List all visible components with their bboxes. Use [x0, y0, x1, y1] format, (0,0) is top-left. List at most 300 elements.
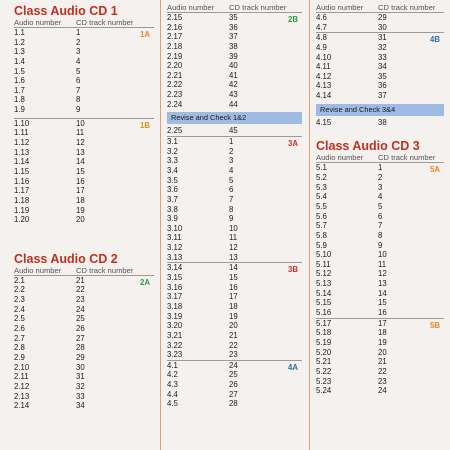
cd1-header — [14, 18, 154, 27]
cd-track-number: 30 — [378, 22, 387, 32]
track-row — [316, 72, 444, 82]
track-row — [316, 23, 444, 33]
audio-number: 2.4 — [14, 304, 25, 314]
audio-number: 2.7 — [14, 333, 25, 343]
track-row — [14, 382, 154, 392]
audio-number-header: Audio number — [316, 153, 364, 163]
cd-track-number: 31 — [378, 33, 387, 43]
audio-number: 3.19 — [167, 311, 183, 321]
cd-track-number: 27 — [76, 333, 85, 343]
audio-number: 5.22 — [316, 366, 332, 376]
cd-track-number: 15 — [229, 273, 238, 283]
cd-track-number: 23 — [229, 350, 238, 360]
track-row — [14, 157, 154, 167]
cd-track-number: 23 — [76, 295, 85, 305]
cd-track-number: 28 — [229, 399, 238, 409]
cd-track-number: 4 — [76, 56, 81, 66]
cd-track-number: 26 — [76, 324, 85, 334]
cd-track-number: 43 — [229, 90, 238, 100]
group-4a — [167, 360, 302, 409]
cd-track-number: 21 — [378, 357, 387, 367]
cd-track-number: 3 — [229, 156, 234, 166]
cd-track-number: 39 — [229, 51, 238, 61]
unit-tag: 2A — [140, 277, 150, 287]
audio-number: 4.15 — [316, 117, 332, 127]
cd-track-number: 16 — [76, 176, 85, 186]
track-row — [316, 118, 444, 128]
track-row — [167, 52, 302, 62]
audio-number: 3.16 — [167, 282, 183, 292]
audio-number: 3.1 — [167, 137, 178, 147]
cd-track-number: 24 — [378, 386, 387, 396]
audio-number: 1.6 — [14, 76, 25, 86]
column-divider — [309, 0, 310, 450]
cd-track-number: 4 — [229, 165, 234, 175]
track-row — [167, 233, 302, 243]
audio-number: 4.8 — [316, 33, 327, 43]
column-divider — [160, 0, 161, 450]
cd-track-number: 6 — [76, 76, 81, 86]
cd-track-number: 16 — [229, 282, 238, 292]
track-row — [14, 343, 154, 353]
track-row — [316, 53, 444, 63]
track-row — [167, 61, 302, 71]
audio-number: 1.11 — [14, 128, 29, 138]
cd-track-number: 32 — [76, 381, 85, 391]
audio-number: 3.11 — [167, 233, 182, 243]
track-row — [167, 399, 302, 409]
audio-number: 4.7 — [316, 22, 327, 32]
cd-track-number: 11 — [76, 128, 85, 138]
cd3-header — [316, 153, 444, 162]
track-row — [14, 215, 154, 225]
unit-tag: 5B — [430, 320, 440, 330]
audio-number: 5.5 — [316, 201, 327, 211]
audio-number: 5.2 — [316, 173, 327, 183]
track-row — [167, 253, 302, 263]
cd-track-number: 44 — [229, 99, 238, 109]
track-row — [14, 119, 154, 129]
track-row — [167, 283, 302, 293]
audio-number: 2.1 — [14, 275, 25, 285]
audio-number: 1.16 — [14, 176, 30, 186]
audio-number: 3.6 — [167, 185, 178, 195]
audio-number: 5.1 — [316, 163, 327, 173]
group-5b — [316, 318, 444, 396]
audio-number: 1.10 — [14, 118, 30, 128]
cd3-title: Class Audio CD 3 — [316, 139, 420, 154]
audio-number: 5.12 — [316, 269, 332, 279]
audio-number: 1.7 — [14, 85, 25, 95]
group-2a — [14, 275, 154, 411]
track-row — [14, 305, 154, 315]
track-row — [14, 148, 154, 158]
audio-number: 2.9 — [14, 352, 25, 362]
cd-track-number: 22 — [229, 340, 238, 350]
track-row — [14, 47, 154, 57]
audio-number: 2.8 — [14, 343, 25, 353]
cd-track-number: 7 — [378, 221, 383, 231]
unit-tag: 5A — [430, 165, 440, 175]
track-row — [316, 231, 444, 241]
audio-number: 3.23 — [167, 350, 183, 360]
track-number-header: CD track number — [76, 18, 134, 27]
track-row — [316, 279, 444, 289]
audio-number: 4.13 — [316, 81, 332, 91]
track-number-header: CD track number — [76, 265, 134, 275]
cd-track-number: 6 — [378, 211, 383, 221]
revise-and-check-3-4-banner: Revise and Check 3&4 — [316, 104, 444, 116]
audio-number: 3.15 — [167, 273, 183, 283]
audio-number: 3.4 — [167, 165, 178, 175]
cd-track-number: 7 — [229, 194, 234, 204]
track-number-header: CD track number — [378, 153, 436, 163]
track-row — [316, 62, 444, 72]
cd-track-number: 30 — [76, 362, 85, 372]
cd-track-number: 20 — [76, 215, 85, 225]
track-row — [316, 221, 444, 231]
audio-number: 1.9 — [14, 105, 25, 115]
audio-number: 5.13 — [316, 279, 332, 289]
unit-tag: 1A — [140, 30, 150, 39]
track-row — [167, 263, 302, 273]
track-row — [14, 285, 154, 295]
audio-number: 4.9 — [316, 42, 327, 52]
audio-number-header: Audio number — [14, 265, 62, 275]
track-row — [167, 156, 302, 166]
audio-number: 2.10 — [14, 362, 30, 372]
cd-track-number: 12 — [229, 243, 238, 253]
audio-number: 1.8 — [14, 95, 25, 105]
track-row — [316, 298, 444, 308]
track-row — [167, 341, 302, 351]
cd-track-number: 1 — [229, 137, 234, 147]
audio-number: 4.6 — [316, 13, 327, 22]
track-row — [167, 214, 302, 224]
audio-number: 2.18 — [167, 41, 183, 51]
cd-track-number: 11 — [378, 259, 387, 269]
cd-track-number: 7 — [76, 85, 81, 95]
cd-track-number: 29 — [76, 352, 85, 362]
audio-number: 5.18 — [316, 328, 332, 338]
cd-track-number: 2 — [378, 173, 383, 183]
cd-track-number: 36 — [378, 81, 387, 91]
audio-number: 2.15 — [167, 13, 183, 22]
cd-track-number: 24 — [229, 360, 238, 370]
track-row — [316, 183, 444, 193]
track-row — [167, 331, 302, 341]
cd-track-number: 14 — [229, 263, 238, 273]
cd-track-number: 29 — [378, 13, 387, 22]
track-row — [167, 205, 302, 215]
audio-number: 2.2 — [14, 285, 25, 295]
track-row — [14, 334, 154, 344]
audio-number: 5.9 — [316, 240, 327, 250]
unit-tag: 3B — [288, 265, 298, 275]
audio-number: 1.3 — [14, 47, 25, 57]
cd-track-number: 42 — [229, 80, 238, 90]
audio-number: 5.4 — [316, 192, 327, 202]
track-row — [316, 328, 444, 338]
track-row — [316, 319, 444, 329]
cd-track-number: 4 — [378, 192, 383, 202]
cd-track-number: 21 — [76, 275, 85, 285]
cd-track-number: 36 — [229, 22, 238, 32]
track-row — [316, 289, 444, 299]
cd-track-number: 28 — [76, 343, 85, 353]
cd-track-number: 8 — [76, 95, 81, 105]
unit-tag: 2B — [288, 15, 298, 24]
audio-number: 3.2 — [167, 146, 178, 156]
cd-track-number: 12 — [76, 138, 85, 148]
cd-track-number: 11 — [229, 233, 238, 243]
cd-track-number: 13 — [378, 279, 387, 289]
cd2-title: Class Audio CD 2 — [14, 251, 118, 266]
unit-tag: 3A — [288, 139, 298, 149]
group-2b — [167, 12, 302, 109]
cd-track-number: 5 — [76, 66, 81, 76]
audio-number: 2.12 — [14, 381, 30, 391]
audio-number: 4.3 — [167, 380, 178, 390]
track-row — [14, 167, 154, 177]
track-row — [167, 302, 302, 312]
audio-number: 4.12 — [316, 71, 332, 81]
cd-track-number: 6 — [229, 185, 234, 195]
audio-number: 4.10 — [316, 52, 332, 62]
audio-number: 5.14 — [316, 288, 332, 298]
audio-number: 4.5 — [167, 399, 178, 409]
audio-number: 2.24 — [167, 99, 183, 109]
track-row — [167, 90, 302, 100]
track-row — [316, 377, 444, 387]
track-row — [167, 370, 302, 380]
audio-number: 3.9 — [167, 214, 178, 224]
cd-track-number: 25 — [76, 314, 85, 324]
track-row — [167, 42, 302, 52]
cd-track-number: 22 — [76, 285, 85, 295]
cd-track-number: 34 — [378, 62, 387, 72]
audio-number: 5.8 — [316, 230, 327, 240]
track-row — [14, 105, 154, 115]
audio-number: 3.3 — [167, 156, 178, 166]
cd-track-number: 32 — [378, 42, 387, 52]
cd-track-number: 31 — [76, 372, 85, 382]
track-row — [316, 269, 444, 279]
track-row — [14, 186, 154, 196]
track-row — [316, 212, 444, 222]
audio-number: 2.5 — [14, 314, 25, 324]
cd-track-number: 18 — [229, 301, 238, 311]
col3-header — [316, 3, 444, 12]
col2-header — [167, 3, 302, 12]
track-row — [316, 192, 444, 202]
cd-track-number: 17 — [378, 318, 387, 328]
audio-number: 5.20 — [316, 347, 332, 357]
audio-number: 3.7 — [167, 194, 178, 204]
cd-track-number: 18 — [76, 195, 85, 205]
track-row — [167, 361, 302, 371]
track-row — [316, 81, 444, 91]
track-row — [14, 95, 154, 105]
audio-number: 4.11 — [316, 62, 331, 72]
track-row — [316, 13, 444, 23]
track-row — [316, 163, 444, 173]
audio-number: 1.2 — [14, 37, 25, 47]
audio-number-header: Audio number — [167, 3, 215, 12]
track-row — [316, 348, 444, 358]
track-row — [316, 357, 444, 367]
cd2-header — [14, 266, 154, 275]
audio-number: 3.5 — [167, 175, 178, 185]
track-row — [14, 86, 154, 96]
cd-track-number: 17 — [76, 186, 85, 196]
cd-track-number: 5 — [378, 201, 383, 211]
audio-number: 3.20 — [167, 321, 183, 331]
cd-track-number: 15 — [378, 298, 387, 308]
cd-track-number: 18 — [378, 328, 387, 338]
track-row — [14, 372, 154, 382]
cd-track-number: 9 — [76, 105, 81, 115]
track-row — [14, 401, 154, 411]
track-row — [167, 380, 302, 390]
cd-track-number: 35 — [378, 71, 387, 81]
cd-track-number: 19 — [378, 337, 387, 347]
cd-track-number: 38 — [229, 41, 238, 51]
track-row — [167, 350, 302, 360]
audio-number: 3.12 — [167, 243, 183, 253]
audio-number: 5.23 — [316, 376, 332, 386]
cd-track-number: 27 — [229, 389, 238, 399]
track-row — [167, 71, 302, 81]
track-number-header: CD track number — [378, 3, 436, 12]
unit-tag: 1B — [140, 120, 150, 130]
cd-track-number: 13 — [76, 147, 85, 157]
track-row — [14, 363, 154, 373]
column-1 — [14, 0, 154, 411]
audio-number: 2.20 — [167, 61, 183, 71]
track-row — [167, 243, 302, 253]
audio-number: 1.12 — [14, 138, 30, 148]
audio-number: 5.3 — [316, 182, 327, 192]
track-row — [14, 128, 154, 138]
track-row — [316, 386, 444, 396]
group-4b — [316, 32, 444, 100]
track-row — [167, 321, 302, 331]
track-row — [167, 80, 302, 90]
audio-number: 4.4 — [167, 389, 178, 399]
audio-number: 1.13 — [14, 147, 30, 157]
audio-number: 5.17 — [316, 318, 332, 328]
group-5a — [316, 162, 444, 317]
audio-number: 2.21 — [167, 70, 183, 80]
cd-track-number: 34 — [76, 401, 85, 411]
cd-track-number: 38 — [378, 117, 387, 127]
cd-track-number: 15 — [76, 166, 85, 176]
track-row — [14, 57, 154, 67]
audio-number: 1.18 — [14, 195, 30, 205]
audio-number: 3.10 — [167, 223, 183, 233]
audio-number: 2.13 — [14, 391, 30, 401]
track-row — [167, 100, 302, 110]
audio-number: 5.24 — [316, 386, 332, 396]
group-revise-1-2 — [167, 126, 302, 136]
cd-track-number: 10 — [76, 118, 85, 128]
track-row — [167, 126, 302, 136]
cd-track-number: 25 — [229, 370, 238, 380]
audio-number: 1.4 — [14, 56, 25, 66]
cd-track-number: 14 — [378, 288, 387, 298]
cd-track-number: 13 — [229, 252, 238, 262]
track-row — [316, 367, 444, 377]
cd-track-number: 2 — [229, 146, 234, 156]
track-row — [167, 195, 302, 205]
audio-number: 3.13 — [167, 252, 183, 262]
cd-track-number: 3 — [76, 47, 81, 57]
cd-track-number: 10 — [378, 250, 387, 260]
track-row — [167, 176, 302, 186]
track-row — [316, 173, 444, 183]
cd-track-number: 22 — [378, 366, 387, 376]
cd-track-number: 20 — [378, 347, 387, 357]
cd-track-number: 16 — [378, 308, 387, 318]
cd-track-number: 26 — [229, 380, 238, 390]
track-row — [167, 23, 302, 33]
track-row — [167, 147, 302, 157]
track-row — [316, 43, 444, 53]
audio-number: 5.7 — [316, 221, 327, 231]
cd-track-number: 3 — [378, 182, 383, 192]
cd-track-number: 24 — [76, 304, 85, 314]
audio-number: 1.17 — [14, 186, 30, 196]
audio-number: 1.15 — [14, 166, 30, 176]
audio-number: 5.10 — [316, 250, 332, 260]
track-row — [14, 314, 154, 324]
cd-track-number: 40 — [229, 61, 238, 71]
track-row — [14, 353, 154, 363]
cd-track-number: 33 — [378, 52, 387, 62]
group-revise-3-4 — [316, 118, 444, 128]
revise-and-check-1-2-banner: Revise and Check 1&2 — [167, 112, 302, 124]
cd-track-number: 33 — [76, 391, 85, 401]
track-row — [316, 308, 444, 318]
track-row — [316, 338, 444, 348]
track-row — [14, 324, 154, 334]
track-row — [316, 250, 444, 260]
cd-track-number: 21 — [229, 330, 238, 340]
cd-track-number: 45 — [229, 126, 238, 136]
audio-number: 2.3 — [14, 295, 25, 305]
track-row — [14, 206, 154, 216]
track-row — [167, 273, 302, 283]
track-row — [167, 224, 302, 234]
audio-number: 3.14 — [167, 263, 183, 273]
group-1a — [14, 27, 154, 115]
cd-track-number: 23 — [378, 376, 387, 386]
track-row — [316, 260, 444, 270]
cd1-title: Class Audio CD 1 — [14, 4, 118, 18]
track-row — [167, 292, 302, 302]
track-row — [167, 32, 302, 42]
audio-number-header: Audio number — [316, 3, 364, 12]
audio-number: 2.16 — [167, 22, 183, 32]
audio-number: 1.14 — [14, 157, 30, 167]
track-row — [14, 196, 154, 206]
cd-track-number: 35 — [229, 13, 238, 22]
cd-track-number: 10 — [229, 223, 238, 233]
unit-tag: 4B — [430, 35, 440, 45]
audio-number: 1.19 — [14, 205, 30, 215]
cd-track-number: 41 — [229, 70, 238, 80]
